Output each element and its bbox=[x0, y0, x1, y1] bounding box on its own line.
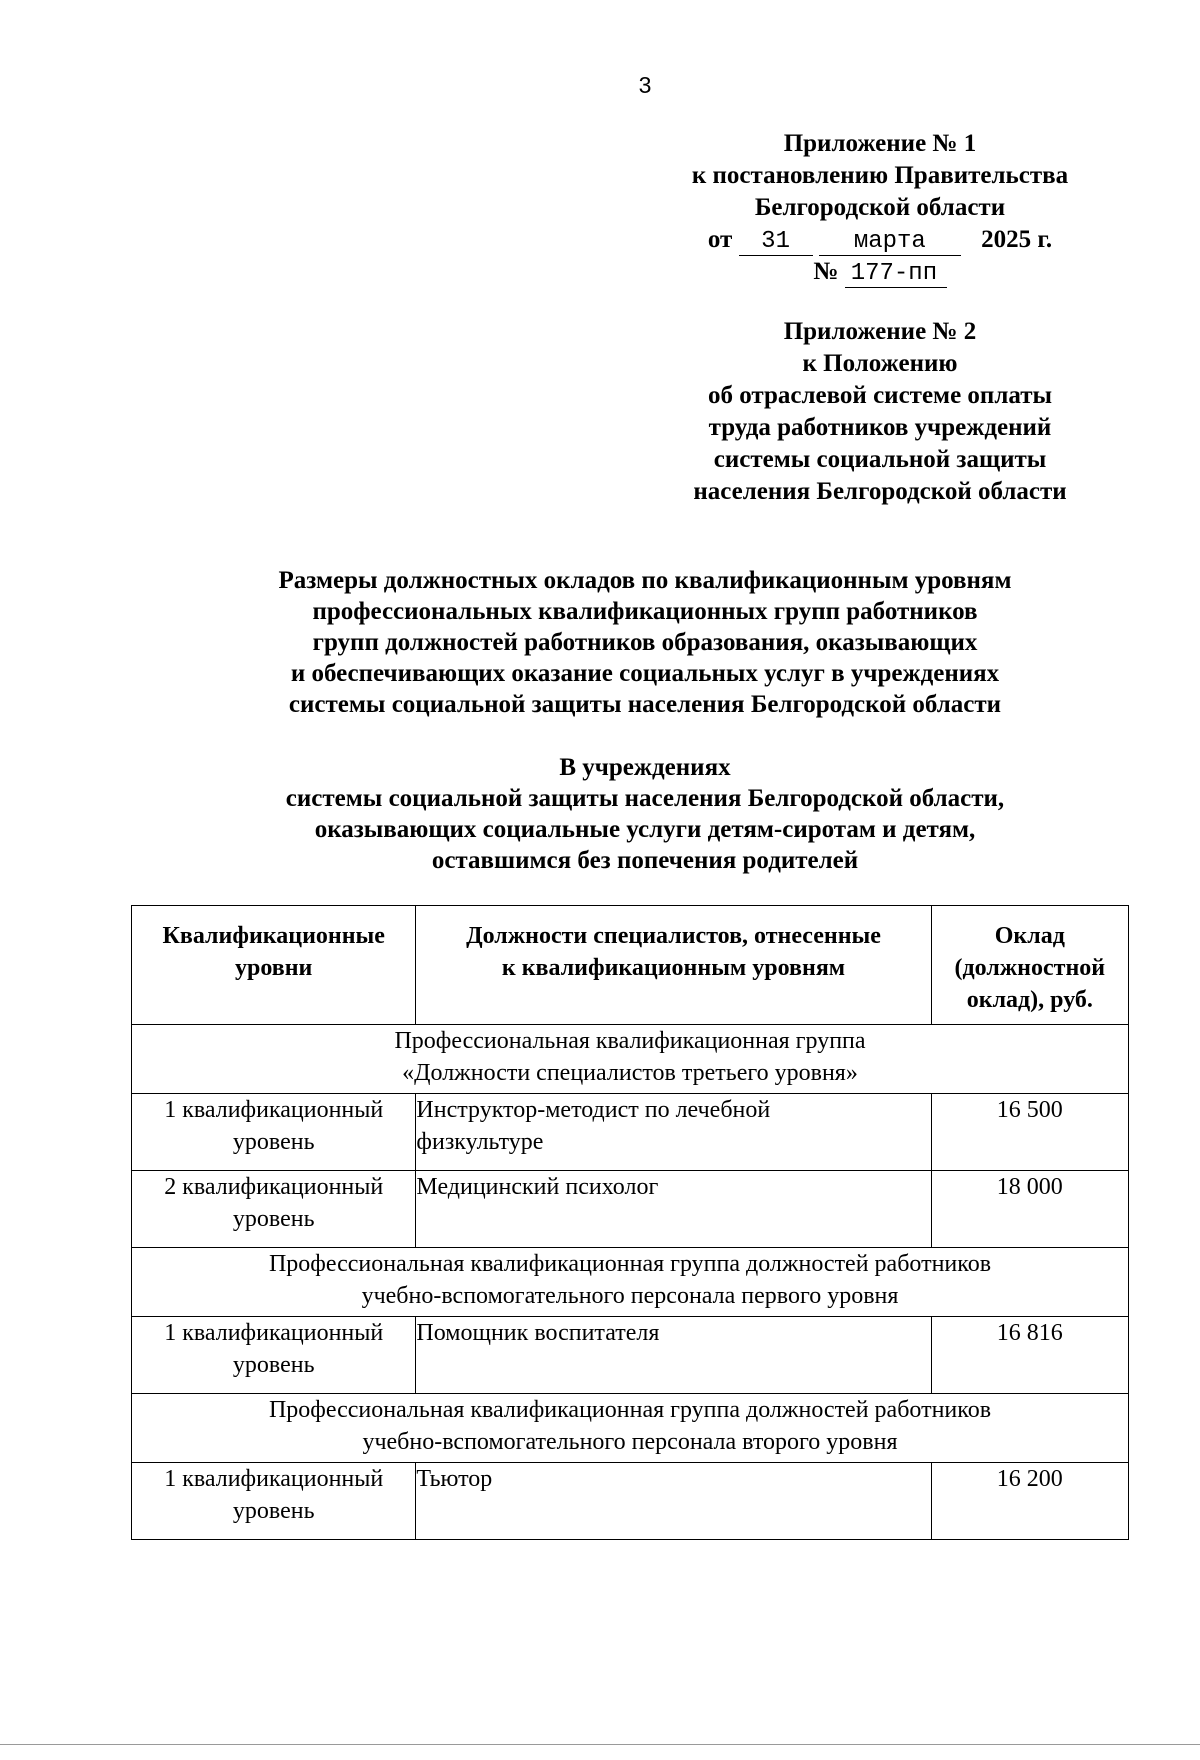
sub-heading-line: системы социальной защиты населения Белгородской области, bbox=[285, 785, 1005, 812]
group-row bbox=[132, 1248, 1129, 1317]
header-positions bbox=[416, 906, 931, 1025]
level-cell bbox=[132, 1094, 416, 1171]
salary-table bbox=[131, 905, 1129, 1540]
salary-cell: 18 000 bbox=[931, 1171, 1128, 1248]
group-title-line: Профессиональная квалификационная группа должностей работников bbox=[268, 1397, 992, 1423]
number-prefix: № bbox=[813, 258, 839, 285]
appendix-2-title: Приложение № 2 bbox=[783, 318, 977, 345]
date-year: 2025 г. bbox=[981, 226, 1053, 253]
header-text: Квалификационные bbox=[162, 923, 385, 949]
group-title bbox=[132, 1394, 1129, 1463]
appendix-1-title: Приложение № 1 bbox=[783, 130, 977, 157]
appendix-1-block bbox=[640, 128, 1120, 288]
table-row bbox=[132, 1094, 1129, 1171]
scan-edge-divider bbox=[0, 1744, 1200, 1745]
group-title-line: учебно-вспомогательного персонала первого уровня bbox=[361, 1283, 899, 1309]
appendix-2-line: к Положению bbox=[802, 350, 958, 377]
table-row bbox=[132, 1317, 1129, 1394]
page-number: 3 bbox=[638, 72, 652, 98]
position-cell bbox=[416, 1463, 931, 1540]
level-text: уровень bbox=[232, 1129, 315, 1155]
appendix-2-block bbox=[640, 316, 1120, 508]
sub-heading-line: оказывающих социальные услуги детям-сиротам и детям, bbox=[314, 816, 976, 843]
appendix-1-number bbox=[640, 256, 1120, 288]
level-text: 1 квалификационный bbox=[164, 1097, 384, 1123]
level-cell bbox=[132, 1317, 416, 1394]
sub-heading-line: В учреждениях bbox=[559, 754, 731, 781]
main-heading-line: и обеспечивающих оказание социальных услуг в учреждениях bbox=[290, 660, 1000, 687]
appendix-2-line: населения Белгородской области bbox=[693, 478, 1067, 505]
group-title bbox=[132, 1248, 1129, 1317]
position-text: Медицинский психолог bbox=[416, 1174, 659, 1200]
appendix-2-line: системы социальной защиты bbox=[713, 446, 1047, 473]
appendix-1-line: Белгородской области bbox=[754, 194, 1006, 221]
position-cell bbox=[416, 1317, 931, 1394]
header-text: Оклад bbox=[994, 923, 1065, 949]
main-heading-line: системы социальной защиты населения Белгородской области bbox=[288, 691, 1002, 718]
level-text: 2 квалификационный bbox=[164, 1174, 384, 1200]
group-title bbox=[132, 1025, 1129, 1094]
date-prefix: от bbox=[707, 226, 733, 253]
level-text: уровень bbox=[232, 1498, 315, 1524]
group-row bbox=[132, 1025, 1129, 1094]
position-text: Инструктор-методист по лечебной bbox=[416, 1097, 771, 1123]
date-day: 31 bbox=[739, 229, 813, 256]
header-text: Должности специалистов, отнесенные bbox=[466, 923, 881, 949]
appendix-2-line: труда работников учреждений bbox=[708, 414, 1052, 441]
number-value: 177-пп bbox=[845, 261, 947, 288]
main-heading-line: групп должностей работников образования, оказывающих bbox=[312, 629, 978, 656]
group-title-line: учебно-вспомогательного персонала второго уровня bbox=[362, 1429, 898, 1455]
appendix-1-date bbox=[640, 224, 1120, 256]
level-cell bbox=[132, 1171, 416, 1248]
header-level bbox=[132, 906, 416, 1025]
salary-cell: 16 816 bbox=[931, 1317, 1128, 1394]
main-heading-line: Размеры должностных окладов по квалификационным уровням bbox=[278, 567, 1012, 594]
header-text: оклад), руб. bbox=[966, 987, 1093, 1013]
position-text: Тьютор bbox=[416, 1466, 493, 1492]
position-cell bbox=[416, 1171, 931, 1248]
header-text: (должностной bbox=[954, 955, 1106, 981]
appendix-1-line: к постановлению Правительства bbox=[691, 162, 1069, 189]
level-text: уровень bbox=[232, 1206, 315, 1232]
table-header-row bbox=[132, 906, 1129, 1025]
group-row bbox=[132, 1394, 1129, 1463]
group-title-line: «Должности специалистов третьего уровня» bbox=[402, 1060, 858, 1086]
header-text: к квалификационным уровням bbox=[501, 955, 846, 981]
salary-cell: 16 500 bbox=[931, 1094, 1128, 1171]
header-salary bbox=[931, 906, 1128, 1025]
level-cell bbox=[132, 1463, 416, 1540]
appendix-2-line: об отраслевой системе оплаты bbox=[707, 382, 1053, 409]
level-text: 1 квалификационный bbox=[164, 1320, 384, 1346]
table-row bbox=[132, 1171, 1129, 1248]
group-title-line: Профессиональная квалификационная группа должностей работников bbox=[268, 1251, 992, 1277]
group-title-line: Профессиональная квалификационная группа bbox=[394, 1028, 866, 1054]
salary-cell: 16 200 bbox=[931, 1463, 1128, 1540]
level-text: 1 квалификационный bbox=[164, 1466, 384, 1492]
level-text: уровень bbox=[232, 1352, 315, 1378]
position-cell bbox=[416, 1094, 931, 1171]
position-text: физкультуре bbox=[416, 1129, 544, 1155]
date-month: марта bbox=[819, 229, 961, 256]
sub-heading bbox=[0, 752, 1200, 876]
header-text: уровни bbox=[235, 955, 313, 981]
position-text: Помощник воспитателя bbox=[416, 1320, 660, 1346]
table-row bbox=[132, 1463, 1129, 1540]
main-heading-line: профессиональных квалификационных групп работников bbox=[312, 598, 978, 625]
sub-heading-line: оставшимся без попечения родителей bbox=[431, 847, 859, 874]
main-heading bbox=[0, 565, 1200, 720]
